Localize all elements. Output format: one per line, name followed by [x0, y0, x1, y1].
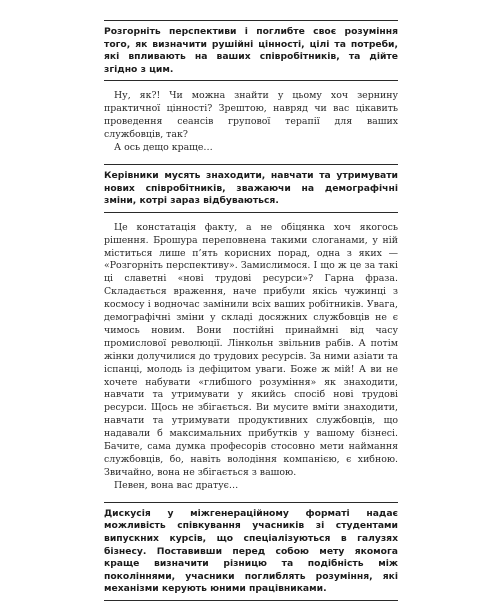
callout-2: Керівники мусять знаходити, навчати та утримувати нових співробітників, зважаючи на демографічні зміни, котрі зараз відбуваються. [104, 164, 398, 213]
paragraph-1: Ну, як?! Чи можна знайти у цьому хоч зернину практичної цінності? Зрештою, навряд чи вас цікавить проведення сеансів групової терапії для ваших службовців, так? [104, 90, 398, 141]
paragraph-4: Певен, вона вас дратує… [114, 479, 239, 491]
paragraph-3: Це констатація факту, а не обіцянка хоч якогось рішення. Брошура переповнена такими слоганами, у ній міститься лише п’ять корисних порад, одна з яких — «Розгорніть перспективу». Замислимося. І що ж це за такі ці славетні «нові трудові ресурси»? Гарна фраза. Складається враження, наче прибули якісь чужинці з космосу і водночас замінили всіх ваших робітників. Увага, демографічні зміни у складі досяжних службовців не є чимось новим. Вони постійні принаймні від часу промислової революції. Лінкольн звільнив рабів. А потім жінки долучилися до трудових ресурсів. За ними азіати та іспанці, молодь із дефіцитом уваги. Боже ж мій! А ви не хочете набувати «глибшого розуміння» як знаходити, навчати та утримувати у якийсь спосіб нові трудові ресурси. Щось не збігається. Ви мусите вміти знаходити, навчати та утримувати продуктивних службовців, що надавали б максимальних прибутків у вашому бізнесі. Бачите, сама думка професорів стосовно мети наймання службовців, бо, навіть володіння компанією, є хибною. Звичайно, вона не збігається з вашою. [104, 221, 398, 478]
callout-1: Розгорніть перспективи і поглибте своє розуміння того, як визначити рушійні цінності, цілі та потреби, які впливають на ваших співробітників, та дійте згідно з цим. [104, 20, 398, 81]
document-page [104, 20, 398, 601]
paragraph-2: А ось дещо краще… [114, 142, 213, 153]
callout-3: Дискусія у міжгенераційному форматі надає можливість співкування учасників зі студентами випускних курсів, що спеціалізуються в галузях бізнесу. Поставивши перед собою мету якомога краще визначити різницю та подібність між поколіннями, учасники поглиблять розуміння, які механізми керують юними працівниками. [104, 502, 398, 601]
